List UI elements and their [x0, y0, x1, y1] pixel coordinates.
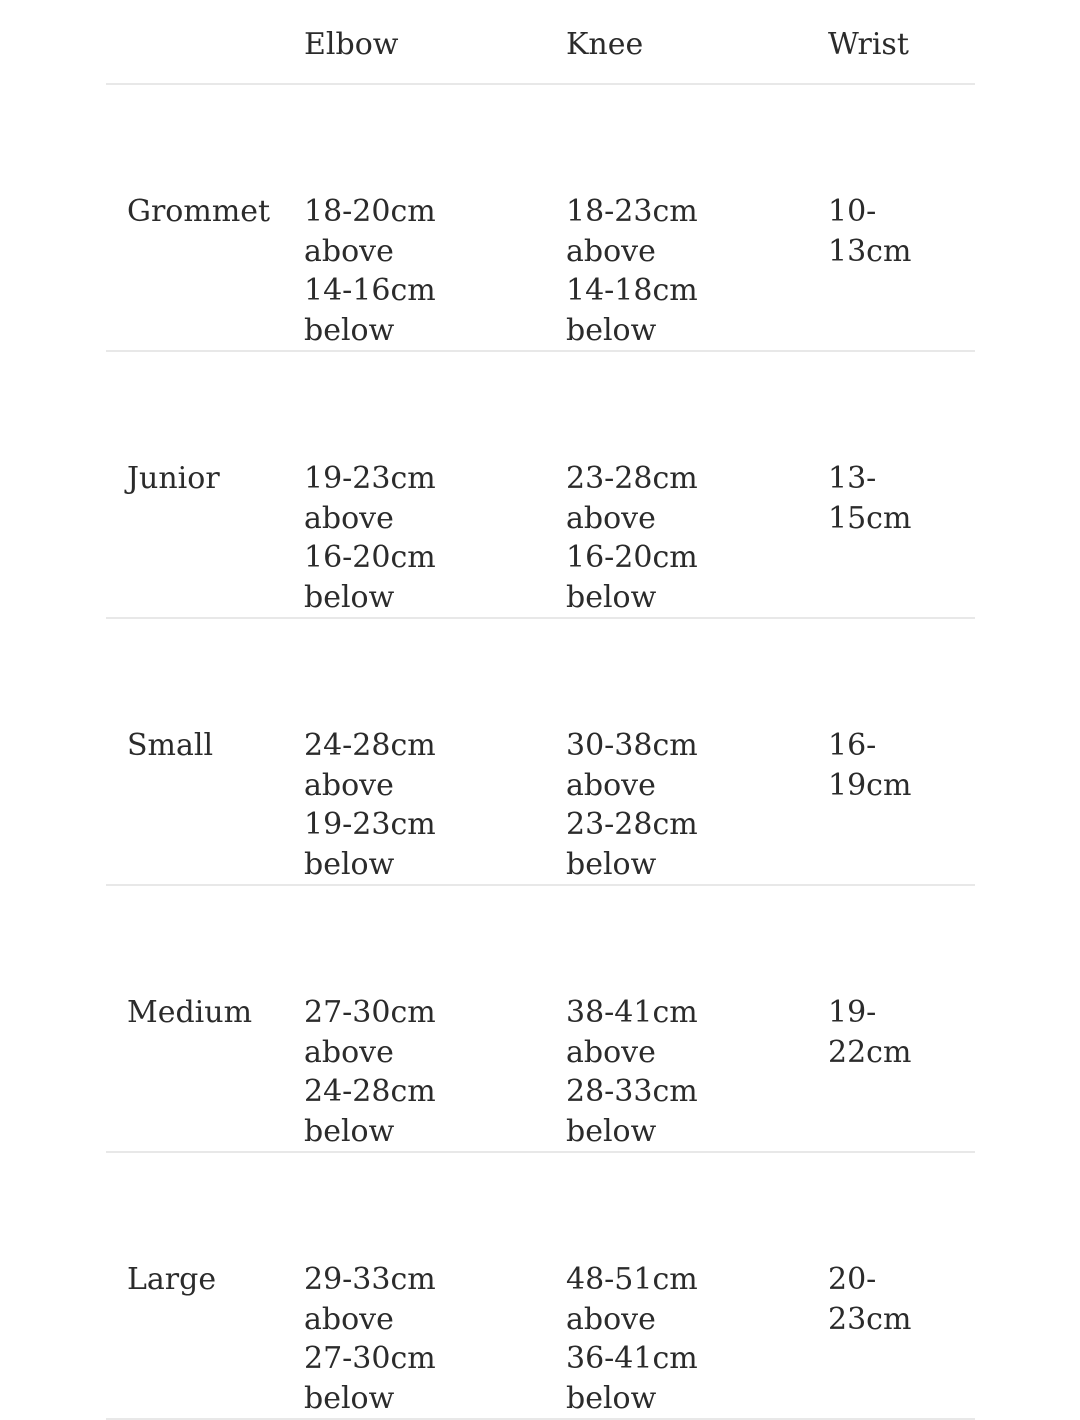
wrist-value-end: 23cm: [828, 1301, 912, 1337]
elbow-below-value: 14-16cm: [304, 273, 436, 308]
wrist-cell: [828, 351, 975, 618]
table-row: [106, 351, 975, 618]
knee-below-value: 28-33cm: [566, 1074, 698, 1109]
size-name: Medium: [127, 995, 253, 1030]
elbow-below-label: below: [304, 846, 395, 882]
header-row: [106, 0, 975, 84]
table-row: [106, 885, 975, 1152]
knee-above-value: 23-28cm: [566, 461, 698, 496]
knee-above-label: above: [566, 767, 656, 803]
elbow-above-label: above: [304, 1034, 394, 1070]
wrist-value-start: 20-: [828, 1262, 877, 1297]
elbow-cell: [304, 1152, 566, 1419]
elbow-below-value: 19-23cm: [304, 807, 436, 842]
wrist-value-start: 19-: [828, 995, 877, 1030]
wrist-cell: [828, 618, 975, 885]
knee-above-value: 30-38cm: [566, 728, 698, 763]
header-elbow: Elbow: [304, 27, 399, 62]
elbow-below-value: 16-20cm: [304, 540, 436, 575]
knee-above-label: above: [566, 233, 656, 269]
knee-below-value: 36-41cm: [566, 1341, 698, 1376]
elbow-below-label: below: [304, 1113, 395, 1149]
size-name: Junior: [127, 461, 220, 496]
knee-below-label: below: [566, 579, 657, 615]
knee-cell: [566, 84, 828, 351]
knee-above-value: 38-41cm: [566, 995, 698, 1030]
wrist-value-end: 22cm: [828, 1034, 912, 1070]
elbow-below-label: below: [304, 1380, 395, 1416]
table-row: [106, 84, 975, 351]
knee-cell: [566, 1152, 828, 1419]
elbow-cell: [304, 618, 566, 885]
header-wrist: Wrist: [828, 27, 909, 62]
elbow-above-label: above: [304, 233, 394, 269]
wrist-value-start: 10-: [828, 194, 877, 229]
knee-below-label: below: [566, 1113, 657, 1149]
knee-below-value: 23-28cm: [566, 807, 698, 842]
elbow-above-label: above: [304, 767, 394, 803]
elbow-below-value: 27-30cm: [304, 1341, 436, 1376]
elbow-above-label: above: [304, 500, 394, 536]
wrist-cell: [828, 885, 975, 1152]
wrist-value-end: 19cm: [828, 767, 912, 803]
header-knee: Knee: [566, 27, 644, 62]
size-chart-table: [106, 0, 975, 1420]
knee-cell: [566, 618, 828, 885]
elbow-cell: [304, 885, 566, 1152]
knee-cell: [566, 351, 828, 618]
elbow-below-value: 24-28cm: [304, 1074, 436, 1109]
elbow-above-value: 24-28cm: [304, 728, 436, 763]
wrist-value-end: 15cm: [828, 500, 912, 536]
knee-below-value: 16-20cm: [566, 540, 698, 575]
elbow-above-value: 27-30cm: [304, 995, 436, 1030]
size-name: Large: [127, 1262, 217, 1297]
wrist-value-start: 16-: [828, 728, 877, 763]
elbow-below-label: below: [304, 579, 395, 615]
knee-below-label: below: [566, 1380, 657, 1416]
elbow-above-value: 29-33cm: [304, 1262, 436, 1297]
knee-above-value: 18-23cm: [566, 194, 698, 229]
wrist-value-start: 13-: [828, 461, 877, 496]
wrist-value-end: 13cm: [828, 233, 912, 269]
knee-cell: [566, 885, 828, 1152]
knee-above-label: above: [566, 1034, 656, 1070]
knee-above-label: above: [566, 500, 656, 536]
table-row: [106, 1152, 975, 1419]
knee-above-label: above: [566, 1301, 656, 1337]
elbow-above-label: above: [304, 1301, 394, 1337]
size-name: Grommet: [127, 194, 271, 229]
elbow-above-value: 19-23cm: [304, 461, 436, 496]
elbow-cell: [304, 84, 566, 351]
knee-above-value: 48-51cm: [566, 1262, 698, 1297]
wrist-cell: [828, 1152, 975, 1419]
table-row: [106, 618, 975, 885]
knee-below-value: 14-18cm: [566, 273, 698, 308]
elbow-below-label: below: [304, 312, 395, 348]
size-name: Small: [127, 728, 214, 763]
knee-below-label: below: [566, 846, 657, 882]
knee-below-label: below: [566, 312, 657, 348]
elbow-cell: [304, 351, 566, 618]
elbow-above-value: 18-20cm: [304, 194, 436, 229]
header-size: [106, 0, 304, 84]
wrist-cell: [828, 84, 975, 351]
